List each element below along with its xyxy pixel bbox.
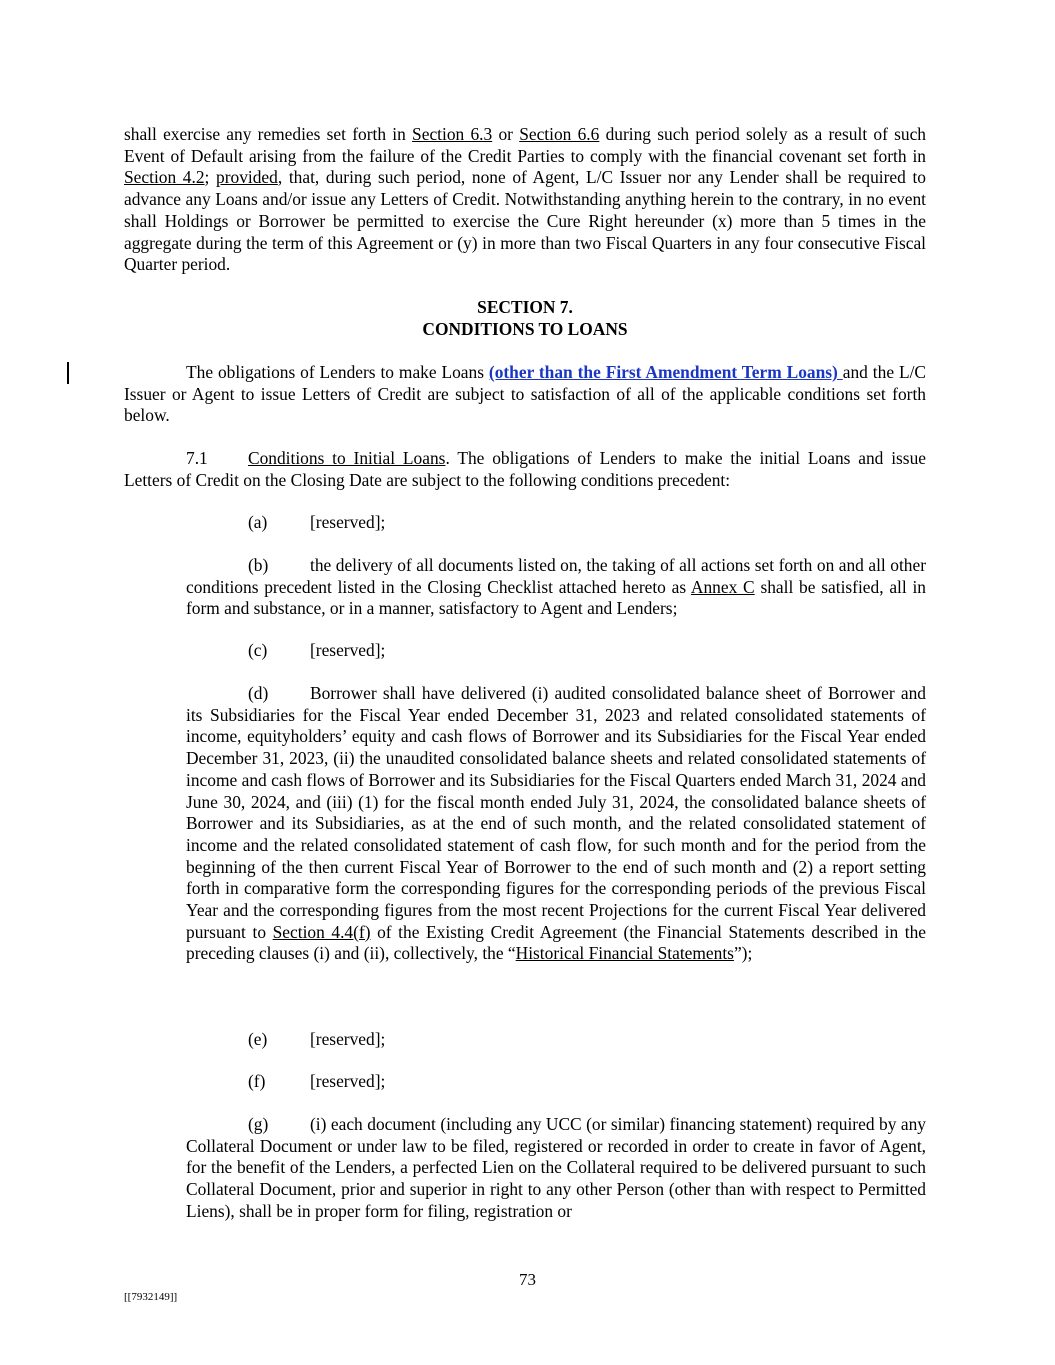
section-7-1-text: . The obligations of Lenders to make the initial Loans and issue Letters of Credit on the Closing Date are subject to the following conditions precedent:	[124, 448, 926, 490]
historical-financial-statements-term: Historical Financial Statements	[515, 943, 734, 964]
clause-d-text-1: Borrower shall have delivered (i) audited consolidated balance sheet of Borrower and its Subsidiaries for the Fiscal Year ended December 31, 2023 and related consolidated statements of income, equityholders’ equity and cash flows of Borrower and its Subsidiaries for the Fiscal Year ended December 31, 2023, (ii) the unaudited consolidated balance sheets and related consolidated statements of income and cash flows of Borrower and its Subsidiaries for the Fiscal Quarters ended March 31, 2024 and June 30, 2024, and (iii) (1) for the fiscal month ended July 31, 2024, the consolidated balance sheets of Borrower and its Subsidiaries, as at the end of such month, and the related consolidated statement of income and the related consolidated statement of cash flow, for such month and for the period from the beginning of the then current Fiscal Year of Borrower to the end of such month and (2) a report setting forth in comparative form the corresponding figures for the corresponding periods of the previous Fiscal Year and the corresponding figures from the most recent Projections for the current Fiscal Year delivered pursuant to	[186, 683, 926, 942]
clause-d-text-2: of the Existing Credit Agreement (the Financial Statements described in the preceding clauses (i) and (ii), collectively, the “	[186, 921, 926, 964]
clause-g-text: (i) each document (including any UCC (or similar) financing statement) required by any Collateral Document or under law to be filed, registered or recorded in order to create in favor of Agent, for the benefit of the Lenders, a perfected Lien on the Collateral required to be delivered pursuant to such Collateral Document, prior and superior in right to any other Person (other than with respect to Permitted Liens), shall be in proper form for filing, registration or	[186, 1114, 926, 1221]
obligations-text-2: and the L/C Issuer or Agent to issue Letters of Credit are subject to satisfaction of all of the applicable conditions set forth below.	[124, 362, 926, 426]
clause-c	[186, 640, 926, 662]
intro-paragraph	[124, 124, 926, 276]
clause-b	[186, 555, 926, 620]
section-4-4f-reference: Section 4.4(f)	[272, 921, 371, 942]
revision-change-bar	[67, 362, 69, 384]
clause-d-text-3: ”);	[733, 943, 753, 964]
clause-f-text: [reserved];	[310, 1071, 386, 1091]
clause-a-text: [reserved];	[310, 512, 386, 532]
section-6-6-reference: Section 6.6	[519, 124, 600, 144]
clause-b-label: (b)	[248, 555, 269, 575]
first-amendment-insertion: (other than the First Amendment Term Loans)	[488, 362, 843, 382]
intro-text-1: shall exercise any remedies set forth in	[124, 124, 413, 144]
annex-c-reference: Annex C	[690, 576, 755, 597]
section-heading-title: CONDITIONS TO LOANS	[422, 319, 628, 339]
clause-e-text: [reserved];	[310, 1029, 386, 1049]
provided-term: provided	[216, 167, 278, 188]
intro-text-5: , that, during such period, none of Agent, L/C Issuer nor any Lender shall be required to advance any Loans and/or issue any Letters of Credit. Notwithstanding anything herein to the contrary, in no event shall Holdings or Borrower be permitted to exercise the Cure Right hereunder (x) more than 5 times in the aggregate during the term of this Agreement or (y) in more than two Fiscal Quarters in any four consecutive Fiscal Quarter period.	[124, 167, 926, 275]
section-heading-number: SECTION 7.	[477, 297, 573, 317]
clause-g-label: (g)	[248, 1114, 269, 1134]
clause-e	[186, 1029, 926, 1051]
clause-b-text-2: shall be satisfied, all in form and substance, or in a manner, satisfactory to Agent and Lenders;	[186, 576, 927, 619]
clause-g	[186, 1114, 926, 1223]
section-7-1-title: Conditions to Initial Loans	[248, 448, 446, 468]
clause-d	[186, 683, 926, 965]
section-4-2-reference: Section 4.2	[124, 167, 205, 188]
clause-f-label: (f)	[248, 1071, 266, 1091]
clause-a	[186, 512, 926, 534]
clause-b-text-1: the delivery of all documents listed on, the taking of all actions set forth on and all other conditions precedent listed in the Closing Checklist attached hereto as	[186, 555, 926, 597]
intro-text-3: during such period solely as a result of such Event of Default arising from the failure of the Credit Parties to comply with the financial covenant set forth in	[124, 124, 926, 166]
obligations-paragraph	[124, 362, 926, 427]
clause-c-label: (c)	[248, 640, 268, 660]
document-id: [[7932149]]	[124, 1291, 178, 1303]
clause-c-text: [reserved];	[310, 640, 386, 660]
section-7-1-paragraph	[124, 448, 926, 491]
clause-a-label: (a)	[248, 512, 268, 532]
page-number: 73	[519, 1270, 536, 1289]
intro-text-2: or	[492, 124, 520, 144]
obligations-text-1: The obligations of Lenders to make Loans	[186, 362, 489, 382]
intro-text-4: ;	[204, 167, 217, 188]
section-6-3-reference: Section 6.3	[412, 124, 493, 144]
section-7-1-number: 7.1	[186, 448, 208, 468]
clause-e-label: (e)	[248, 1029, 268, 1049]
clause-d-label: (d)	[248, 683, 269, 703]
clause-f	[186, 1071, 926, 1093]
